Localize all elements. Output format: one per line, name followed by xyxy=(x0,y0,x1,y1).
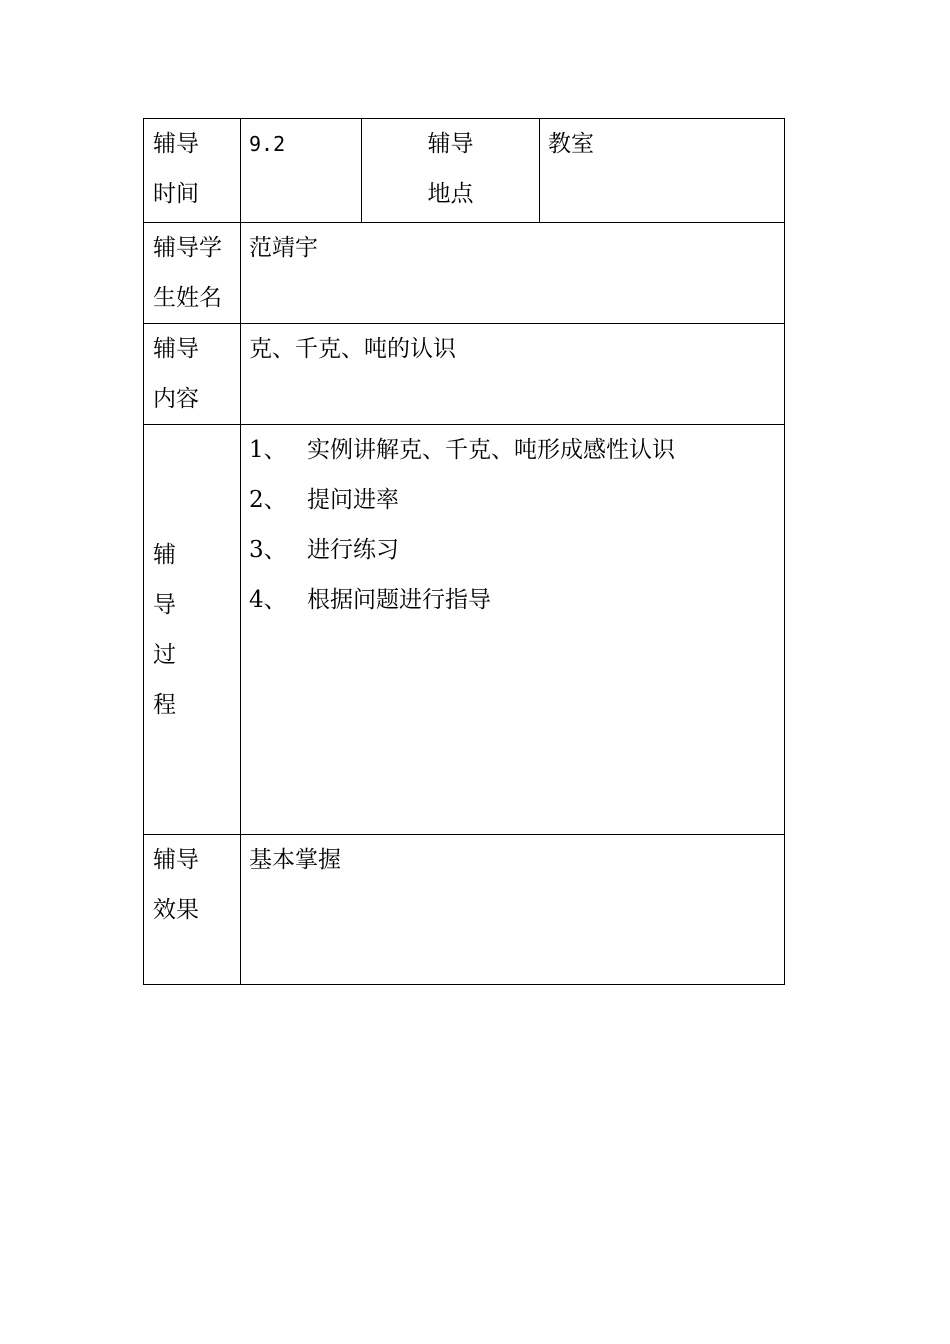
step-number: 3、 xyxy=(249,537,287,563)
process-steps-cell xyxy=(241,425,785,835)
content-value: 克、千克、吨的认识 xyxy=(249,336,456,362)
process-label-char-2: 导 xyxy=(153,591,176,618)
time-label-line-2: 时间 xyxy=(153,181,199,207)
row-time-place xyxy=(144,119,785,223)
row-effect xyxy=(144,835,785,985)
effect-label-line-2: 效果 xyxy=(153,897,199,923)
step-text: 根据问题进行指导 xyxy=(307,587,491,613)
step-text: 实例讲解克、千克、吨形成感性认识 xyxy=(307,437,675,463)
step-text: 进行练习 xyxy=(307,537,399,563)
time-value: 9.2 xyxy=(249,132,286,156)
time-value-cell xyxy=(241,119,362,223)
content-value-cell xyxy=(241,324,785,425)
effect-label-line-1: 辅导 xyxy=(153,847,199,873)
place-label-line-1: 辅导 xyxy=(427,131,474,157)
student-label-cell xyxy=(144,223,241,324)
step-number: 4、 xyxy=(249,587,287,613)
process-label-char-3: 过 xyxy=(153,641,176,668)
student-label-line-2: 生姓名 xyxy=(153,285,222,311)
process-label-char-1: 辅 xyxy=(153,541,176,568)
process-label-cell xyxy=(144,425,241,835)
content-label-line-1: 辅导 xyxy=(153,336,199,362)
row-process xyxy=(144,425,785,835)
step-text: 提问进率 xyxy=(307,487,399,513)
place-value: 教室 xyxy=(548,131,594,157)
place-value-cell xyxy=(540,119,785,223)
effect-value-cell xyxy=(241,835,785,985)
student-label-line-1: 辅导学 xyxy=(153,235,222,261)
content-label-line-2: 内容 xyxy=(153,386,199,412)
time-label-cell xyxy=(144,119,241,223)
place-label-cell xyxy=(362,119,540,223)
place-label-line-2: 地点 xyxy=(427,181,474,207)
process-step xyxy=(249,525,784,575)
row-content xyxy=(144,324,785,425)
step-number: 2、 xyxy=(249,487,287,513)
process-step xyxy=(249,575,784,625)
student-name-value: 范靖宇 xyxy=(249,235,318,261)
tutoring-record-table xyxy=(143,118,785,985)
effect-value: 基本掌握 xyxy=(249,847,341,873)
time-label-line-1: 辅导 xyxy=(153,131,199,157)
process-step xyxy=(249,425,784,475)
effect-label-cell xyxy=(144,835,241,985)
row-student-name xyxy=(144,223,785,324)
content-label-cell xyxy=(144,324,241,425)
step-number: 1、 xyxy=(249,437,287,463)
process-step xyxy=(249,475,784,525)
process-label-char-4: 程 xyxy=(153,691,176,718)
student-value-cell xyxy=(241,223,785,324)
